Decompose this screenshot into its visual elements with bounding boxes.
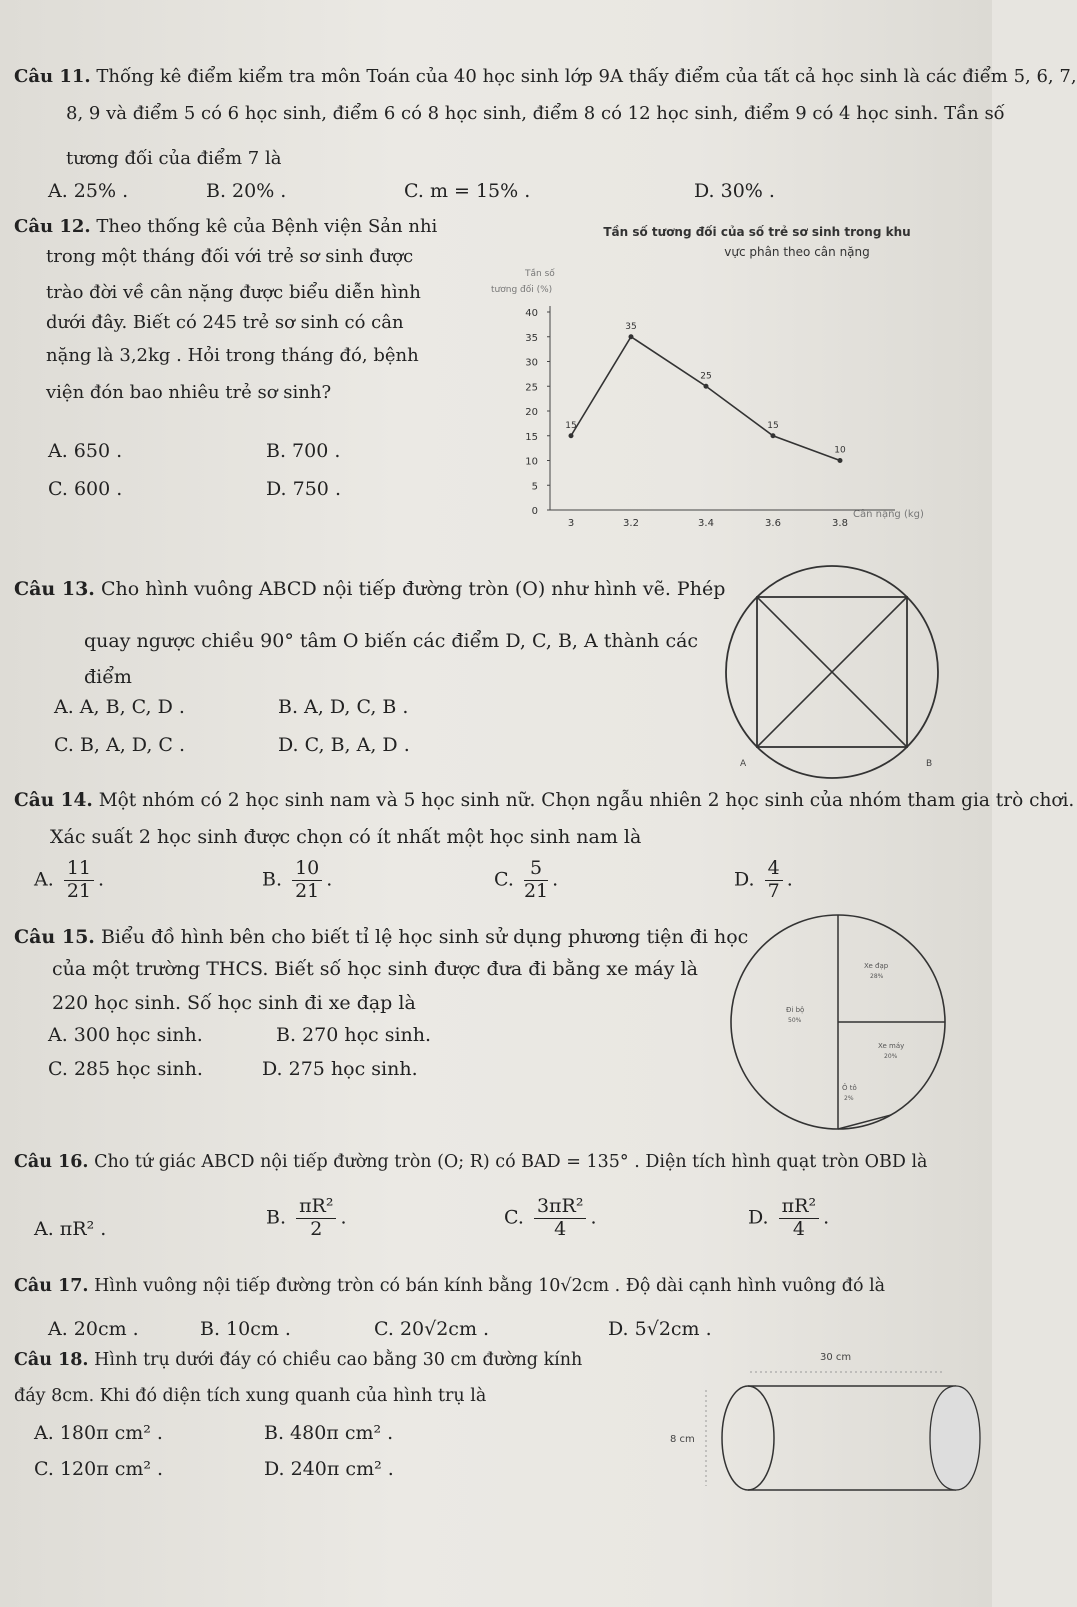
chart-ylabel-1: Tần số [525, 269, 555, 279]
x-tick-label: 3.6 [765, 518, 781, 529]
pie-label-di-bo: Đi bộ [786, 1006, 805, 1014]
data-label: 25 [700, 371, 712, 382]
q16-line [14, 1152, 928, 1173]
square-in-circle-figure [712, 560, 952, 785]
q17-option-b[interactable]: B. 10cm . [200, 1318, 291, 1340]
q11-label: Câu 11. [14, 66, 91, 87]
q12-text-1: Theo thống kê của Bệnh viện Sản nhi [96, 216, 438, 237]
q13-option-a[interactable]: A. A, B, C, D . [54, 696, 185, 718]
data-label: 10 [834, 445, 846, 456]
q12-text-4: dưới đây. Biết có 245 trẻ sơ sinh có cân [46, 312, 404, 333]
q15-text-3: 220 học sinh. Số học sinh đi xe đạp là [52, 992, 416, 1014]
q16-c-letter: C. [504, 1206, 524, 1229]
q18-option-c[interactable]: C. 120π cm² . [34, 1458, 164, 1480]
q17-label: Câu 17. [14, 1276, 89, 1296]
q18-option-a[interactable]: A. 180π cm² . [34, 1422, 163, 1444]
q11-text-2: 8, 9 và điểm 5 có 6 học sinh, điểm 6 có 8 học sinh, điểm 8 có 12 học sinh, điểm 9 có 4 học sinh. Tần số [66, 103, 1005, 124]
x-tick-label: 3.8 [832, 518, 848, 529]
y-tick-label: 40 [525, 308, 538, 319]
transport-pie-chart [718, 912, 958, 1132]
q15-line-1 [14, 926, 748, 949]
q16-text: Cho tứ giác ABCD nội tiếp đường tròn (O; R) có BAD = 135° . Diện tích hình quạt tròn OBD là [94, 1152, 928, 1172]
q14-text-2: Xác suất 2 học sinh được chọn có ít nhất một học sinh nam là [50, 826, 642, 848]
q14-b-den: 21 [295, 879, 320, 902]
q13-option-d[interactable]: D. C, B, A, D . [278, 734, 410, 756]
q13-option-b[interactable]: B. A, D, C, B . [278, 696, 409, 718]
pie-pct-xe-may: 20% [884, 1053, 898, 1060]
q16-b-num: πR² [296, 1196, 336, 1219]
q14-d-letter: D. [734, 868, 755, 891]
q12-option-c[interactable]: C. 600 . [48, 478, 123, 500]
vertex-a-label: A [740, 759, 747, 769]
x-tick-label: 3.2 [623, 518, 639, 529]
y-tick-label: 15 [525, 431, 538, 443]
q12-text-3: trào đời về cân nặng được biểu diễn hình [46, 282, 421, 303]
q16-d-num: πR² [779, 1196, 819, 1219]
q13-text-2: quay ngược chiều 90° tâm O biến các điểm D, C, B, A thành các [84, 630, 699, 652]
q11-option-a[interactable]: A. 25% . [48, 180, 129, 202]
q12-text-2: trong một tháng đối với trẻ sơ sinh được [46, 246, 414, 267]
q16-d-den: 4 [792, 1217, 805, 1240]
q17-option-d[interactable]: D. 5√2cm . [608, 1318, 712, 1340]
q14-option-c[interactable]: C. $\frac{5}{21}$ . [494, 857, 559, 902]
pie-pct-xe-dap: 28% [870, 973, 884, 980]
q16-option-d[interactable]: D. $\frac{\text{πR²}}{4}$ . [748, 1195, 830, 1240]
y-tick-label: 20 [525, 407, 538, 418]
q12-text-6: viện đón bao nhiêu trẻ sơ sinh? [46, 382, 332, 403]
q14-a-fraction [64, 858, 94, 903]
q18-option-b[interactable]: B. 480π cm² . [264, 1422, 394, 1444]
cylinder-left-base [722, 1386, 774, 1490]
data-point [771, 433, 776, 438]
q15-option-a[interactable]: A. 300 học sinh. [48, 1024, 203, 1046]
q14-option-a[interactable]: A. $\frac{11}{21}$ . [34, 857, 105, 902]
weight-frequency-chart [491, 220, 987, 530]
q11-option-d[interactable]: D. 30% . [694, 180, 775, 202]
q15-option-b[interactable]: B. 270 học sinh. [276, 1024, 432, 1046]
q16-label: Câu 16. [14, 1152, 89, 1172]
pie-pct-o-to: 2% [844, 1095, 854, 1102]
q18-label: Câu 18. [14, 1350, 89, 1370]
q11-option-b[interactable]: B. 20% . [206, 180, 287, 202]
q11-text-1: Thống kê điểm kiểm tra môn Toán của 40 học sinh lớp 9A thấy điểm của tất cả học sinh là các điểm 5, 6, 7, [96, 66, 1077, 87]
q11-line-1 [14, 66, 1077, 88]
vertex-b-label: B [926, 759, 933, 769]
q16-b-letter: B. [266, 1206, 287, 1229]
q14-option-b[interactable]: B. $\frac{10}{21}$ . [262, 857, 333, 902]
q14-c-num: 5 [524, 858, 548, 881]
q16-d-fraction [779, 1196, 819, 1241]
q18-text-1: Hình trụ dưới đáy có chiều cao bằng 30 cm đường kính [94, 1350, 583, 1370]
q11-option-c[interactable]: C. m = 15% . [404, 180, 531, 202]
data-label: 35 [625, 321, 637, 332]
q17-text: Hình vuông nội tiếp đường tròn có bán kính bằng 10√2cm . Độ dài cạnh hình vuông đó là [94, 1276, 886, 1296]
y-tick-label: 0 [531, 506, 538, 517]
y-tick-label: 5 [531, 481, 538, 493]
q14-b-letter: B. [262, 868, 283, 891]
q16-d-letter: D. [748, 1206, 769, 1229]
q18-option-d[interactable]: D. 240π cm² . [264, 1458, 394, 1480]
q14-c-letter: C. [494, 868, 514, 891]
q14-b-num: 10 [292, 858, 322, 881]
q14-b-fraction [292, 858, 322, 903]
q17-option-c[interactable]: C. 20√2cm . [374, 1318, 490, 1340]
chart-ylabel-2: tương đối (%) [491, 285, 553, 295]
q16-b-fraction [296, 1196, 336, 1241]
pie-label-xe-may: Xe máy [878, 1042, 905, 1050]
q12-text-5: nặng là 3,2kg . Hỏi trong tháng đó, bệnh [46, 345, 419, 366]
q16-b-den: 2 [310, 1217, 323, 1240]
q15-text-1: Biểu đồ hình bên cho biết tỉ lệ học sinh sử dụng phương tiện đi học [100, 926, 749, 948]
pie-divider-4 [838, 1115, 891, 1129]
data-point [704, 384, 709, 389]
q13-label: Câu 13. [14, 578, 95, 600]
data-label: 15 [767, 420, 779, 431]
q14-d-fraction [765, 858, 783, 903]
cylinder-diameter-label: 8 cm [670, 1434, 695, 1445]
q14-c-fraction [524, 858, 548, 903]
q12-option-b[interactable]: B. 700 . [266, 440, 341, 462]
q16-c-fraction [534, 1196, 587, 1241]
q17-option-a[interactable]: A. 20cm . [48, 1318, 139, 1340]
q15-option-c[interactable]: C. 285 học sinh. [48, 1058, 203, 1080]
pie-label-o-to: Ô tô [842, 1084, 857, 1092]
pie-pct-di-bo: 50% [788, 1017, 802, 1024]
cylinder-right-base [930, 1386, 980, 1490]
data-point [838, 458, 843, 463]
q16-option-a[interactable]: A. πR² . [34, 1218, 107, 1240]
y-tick-label: 30 [525, 357, 538, 369]
q14-a-num: 11 [64, 858, 94, 881]
q15-label: Câu 15. [14, 926, 95, 948]
q14-d-den: 7 [767, 879, 780, 902]
chart-xlabel: Cân nặng (kg) [853, 509, 924, 520]
q14-label: Câu 14. [14, 790, 93, 811]
q13-option-c[interactable]: C. B, A, D, C . [54, 734, 186, 756]
cylinder-height-label: 30 cm [820, 1352, 852, 1363]
q14-d-num: 4 [765, 858, 783, 881]
q16-c-den: 4 [554, 1217, 567, 1240]
q14-c-den: 21 [523, 879, 549, 902]
q14-a-den: 21 [66, 879, 91, 902]
q12-label: Câu 12. [14, 216, 91, 237]
y-tick-label: 10 [525, 456, 538, 468]
q15-text-2: của một trường THCS. Biết số học sinh được đưa đi bằng xe máy là [52, 958, 698, 980]
q16-c-num: 3πR² [534, 1196, 587, 1219]
series-line [571, 337, 840, 461]
pie-label-xe-dap: Xe đạp [864, 962, 889, 970]
y-tick-label: 25 [525, 382, 538, 394]
q12-option-a[interactable]: A. 650 . [48, 440, 123, 462]
q13-text-1: Cho hình vuông ABCD nội tiếp đường tròn (O) như hình vẽ. Phép [100, 578, 726, 600]
x-tick-label: 3 [567, 518, 575, 529]
y-tick-label: 35 [525, 332, 538, 344]
q14-line-1 [14, 790, 1074, 812]
q14-a-letter: A. [34, 868, 54, 891]
q13-line-1 [14, 578, 725, 601]
q16-option-b[interactable]: B. $\frac{\text{πR²}}{2}$ . [266, 1195, 347, 1240]
cylinder-figure [670, 1346, 988, 1506]
data-point [569, 433, 574, 438]
q13-text-3: điểm [84, 666, 132, 688]
data-label: 15 [565, 420, 577, 431]
q14-text-1: Một nhóm có 2 học sinh nam và 5 học sinh nữ. Chọn ngẫu nhiên 2 học sinh của nhóm tham gia trò chơi. [98, 790, 1075, 811]
q18-line-1 [14, 1350, 582, 1371]
data-point [629, 334, 634, 339]
q11-text-3: tương đối của điểm 7 là [66, 148, 282, 169]
q16-option-c[interactable]: C. $\frac{\text{3πR²}}{4}$ . [504, 1195, 597, 1240]
x-tick-label: 3.4 [698, 518, 714, 529]
q18-text-2: đáy 8cm. Khi đó diện tích xung quanh của hình trụ là [14, 1386, 487, 1406]
chart-title-1: Tần số tương đối của số trẻ sơ sinh trong khu [603, 225, 911, 239]
q12-line-1 [14, 216, 437, 238]
q17-line [14, 1276, 885, 1297]
q15-option-d[interactable]: D. 275 học sinh. [262, 1058, 418, 1080]
chart-title-2: vực phân theo cân nặng [724, 245, 870, 259]
q12-option-d[interactable]: D. 750 . [266, 478, 341, 500]
q14-option-d[interactable]: D. $\frac{4}{7}$ . [734, 857, 793, 902]
